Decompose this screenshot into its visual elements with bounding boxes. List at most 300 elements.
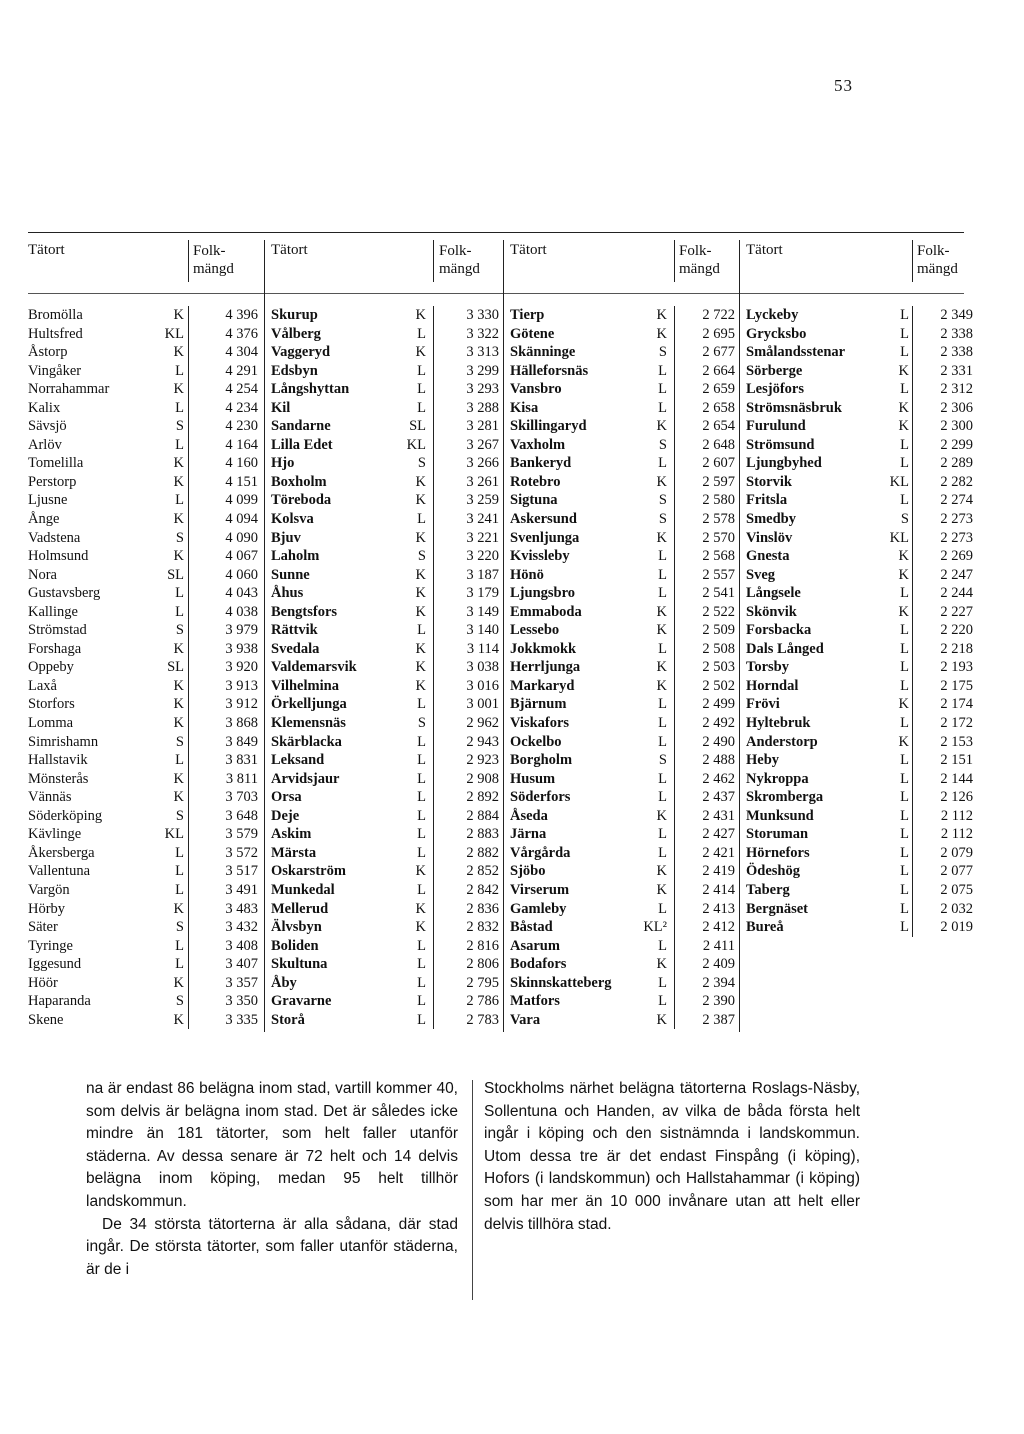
municipality-code: L [417,826,426,843]
row-separator [188,677,189,696]
tatort-name: Emmaboda [510,603,582,620]
table-row [265,362,504,381]
table-row [28,900,264,919]
population: 2 923 [466,752,499,769]
tatort-name: Jokkmokk [510,640,577,657]
table-row [28,621,264,640]
table-row [265,955,504,974]
municipality-code: L [417,381,426,398]
table-row [28,362,264,381]
population: 2 786 [466,993,499,1010]
tatort-name: Vara [510,1011,541,1028]
table-row [265,733,504,752]
table-row [504,584,740,603]
table-row [504,529,740,548]
municipality-code: L [658,826,667,843]
tatort-name: Svenljunga [510,529,580,546]
table-row [740,695,976,714]
population: 2 151 [940,752,973,769]
table-row [265,844,504,863]
table-row [28,751,264,770]
table-row [265,399,504,418]
population: 4 060 [225,566,258,583]
table-row [265,825,504,844]
row-separator [188,658,189,677]
population: 2 852 [466,863,499,880]
row-separator [433,862,434,881]
tatort-name: Ockelbo [510,733,562,750]
row-separator [433,658,434,677]
population: 2 387 [702,1011,735,1028]
table-row [740,788,976,807]
municipality-code: S [658,511,667,528]
municipality-code: K [173,677,184,694]
population: 3 357 [225,974,258,991]
population: 2 806 [466,956,499,973]
row-separator [433,529,434,548]
tatort-name: Sunne [271,566,310,583]
tatort-name: Markaryd [510,677,575,694]
row-separator [912,306,913,325]
row-separator [912,788,913,807]
row-separator [433,1011,434,1030]
row-separator [433,714,434,733]
tatort-name: Storå [271,1011,305,1028]
municipality-code: L [658,974,667,991]
municipality-code: K [656,659,667,676]
population: 3 330 [466,307,499,323]
population: 2 247 [940,566,973,583]
table-row [504,955,740,974]
municipality-code: L [900,622,909,639]
municipality-code: L [658,566,667,583]
municipality-code: K [173,696,184,713]
tatort-name: Oskarström [271,863,346,880]
table-row [28,974,264,993]
population: 2 816 [466,937,499,954]
row-separator [912,862,913,881]
tatort-name: Skene [28,1011,64,1028]
tatort-name: Rättvik [271,622,318,639]
row-separator [433,621,434,640]
row-separator [674,325,675,344]
table-row [504,881,740,900]
table-row [265,454,504,473]
tatort-name: Vinslöv [746,529,793,546]
municipality-code: L [900,881,909,898]
municipality-code: KL [889,473,909,490]
municipality-code: L [658,733,667,750]
row-separator [912,343,913,362]
table-row [265,714,504,733]
tatort-name: Husum [510,770,556,787]
municipality-code: L [658,585,667,602]
population: 3 579 [225,826,258,843]
population: 2 331 [940,362,973,379]
population: 2 884 [466,807,499,824]
tatort-name: Matfors [510,993,560,1010]
municipality-code: L [900,826,909,843]
population: 2 077 [940,863,973,880]
population: 2 492 [702,715,735,732]
tatort-name: Nykroppa [746,770,809,787]
table-row [28,844,264,863]
population: 3 281 [466,418,499,435]
municipality-code: S [417,715,426,732]
rows-1 [28,306,264,1029]
municipality-code: K [415,585,426,602]
row-separator [188,937,189,956]
population: 4 234 [225,399,258,416]
population: 2 338 [940,325,973,342]
municipality-code: K [656,307,667,323]
municipality-code: L [658,696,667,713]
tatort-name: Ljungbyhed [746,455,822,472]
table-row [504,807,740,826]
table-row [265,900,504,919]
table-row [740,862,976,881]
row-separator [188,325,189,344]
row-separator [188,900,189,919]
municipality-code: L [417,399,426,416]
tatort-name: Båstad [510,919,553,936]
tatort-name: Askim [271,826,312,843]
municipality-code: L [175,362,184,379]
row-separator [433,844,434,863]
col-header-folk [679,242,720,278]
tatort-name: Anderstorp [746,733,818,750]
tatort-name: Hallstavik [28,752,88,769]
row-separator [912,529,913,548]
tatort-name: Klemensnäs [271,715,346,732]
municipality-code: K [173,1011,184,1028]
municipality-code: L [175,956,184,973]
row-separator [188,584,189,603]
municipality-code: K [898,566,909,583]
municipality-code: KL [889,529,909,546]
row-separator [912,695,913,714]
population: 2 227 [940,603,973,620]
population: 4 230 [225,418,258,435]
population: 3 140 [466,622,499,639]
row-separator [188,881,189,900]
tatort-name: Askersund [510,511,577,528]
row-separator [912,603,913,622]
table-row [504,306,740,325]
table-row [504,844,740,863]
tatort-name: Skärblacka [271,733,342,750]
table-row [504,547,740,566]
row-separator [433,788,434,807]
table-row [740,621,976,640]
table-row [265,751,504,770]
table-row [740,825,976,844]
table-row [28,399,264,418]
table-row [504,918,740,937]
tatort-name: Kisa [510,399,539,416]
table-row [740,844,976,863]
table-row [28,436,264,455]
population: 2 503 [702,659,735,676]
population: 2 220 [940,622,973,639]
tatort-name: Vilhelmina [271,677,339,694]
population: 2 578 [702,511,735,528]
municipality-code: K [415,603,426,620]
municipality-code: K [898,603,909,620]
table-row [740,473,976,492]
row-separator [912,436,913,455]
tatort-name: Märsta [271,844,317,861]
population: 3 912 [225,696,258,713]
population: 2 607 [702,455,735,472]
population: 2 437 [702,789,735,806]
tatort-name: Oppeby [28,659,74,676]
row-separator [433,677,434,696]
municipality-code: K [173,455,184,472]
municipality-code: K [415,566,426,583]
tatort-name: Sveg [746,566,775,583]
table-row [28,603,264,622]
population: 2 244 [940,585,973,602]
table-row [740,714,976,733]
tatort-name: Munkedal [271,881,335,898]
table-row [28,937,264,956]
population: 2 300 [940,418,973,435]
population: 3 293 [466,381,499,398]
population: 2 490 [702,733,735,750]
population: 3 491 [225,881,258,898]
tatort-name: Gnesta [746,548,790,565]
table-row [28,510,264,529]
table-row [740,640,976,659]
tatort-name: Leksand [271,752,325,769]
tatort-name: Vargön [28,881,70,898]
table-row [504,510,740,529]
municipality-code: L [900,919,909,936]
municipality-code: L [175,844,184,861]
municipality-code: K [415,900,426,917]
population: 2 144 [940,770,973,787]
row-separator [912,733,913,752]
population: 2 509 [702,622,735,639]
municipality-code: K [173,974,184,991]
table-row [28,807,264,826]
tatort-name: Hjo [271,455,295,472]
population: 4 099 [225,492,258,509]
row-separator [433,417,434,436]
table-row [740,343,976,362]
municipality-code: L [900,677,909,694]
tatort-name: Kolsva [271,511,314,528]
col-header-sep [188,240,189,282]
population: 4 043 [225,585,258,602]
population: 3 517 [225,863,258,880]
table-row [504,992,740,1011]
table-block-1 [28,240,264,1032]
row-separator [674,454,675,473]
municipality-code: K [898,696,909,713]
row-separator [433,807,434,826]
row-separator [912,566,913,585]
table-row [265,1011,504,1030]
tatort-name: Valdemarsvik [271,659,357,676]
population: 2 414 [702,881,735,898]
row-separator [188,788,189,807]
municipality-code: K [415,344,426,361]
table-row [740,547,976,566]
municipality-code: L [417,1011,426,1028]
tatort-name: Töreboda [271,492,332,509]
municipality-code: L [417,362,426,379]
population: 3 114 [466,640,499,657]
population: 4 160 [225,455,258,472]
tatort-name: Storvik [746,473,792,490]
table-row [740,751,976,770]
municipality-code: L [658,715,667,732]
tatort-name: Åstorp [28,344,68,361]
row-separator [674,510,675,529]
population: 2 462 [702,770,735,787]
municipality-code: K [173,715,184,732]
table-row [740,454,976,473]
col-header-folk-line2: mängd [439,261,480,277]
table-row [504,751,740,770]
row-separator [674,362,675,381]
tatort-name: Grycksbo [746,325,807,342]
row-separator [188,992,189,1011]
row-separator [912,640,913,659]
table-row [740,436,976,455]
municipality-code: K [656,807,667,824]
row-separator [912,807,913,826]
table-row [28,770,264,789]
tatort-name: Hönö [510,566,544,583]
table-row [28,454,264,473]
row-separator [912,677,913,696]
municipality-code: L [175,881,184,898]
population: 2 427 [702,826,735,843]
tatort-name: Kvissleby [510,548,570,565]
municipality-code: L [658,844,667,861]
table-row [740,900,976,919]
municipality-code: S [900,511,909,528]
population: 4 067 [225,548,258,565]
tatort-name: Laholm [271,548,320,565]
row-separator [912,825,913,844]
population: 2 349 [940,307,973,323]
municipality-code: K [173,344,184,361]
municipality-code: K [656,1011,667,1028]
table-row [504,473,740,492]
row-separator [674,603,675,622]
municipality-code: SL [167,659,184,676]
tatort-name: Nora [28,566,57,583]
row-separator [433,380,434,399]
row-separator [433,510,434,529]
population: 2 273 [940,529,973,546]
tatort-name: Storuman [746,826,809,843]
table-row [740,881,976,900]
row-separator [188,380,189,399]
population: 4 151 [225,473,258,490]
population: 2 312 [940,381,973,398]
tatort-name: Ånge [28,511,60,528]
population: 3 016 [466,677,499,694]
municipality-code: L [417,696,426,713]
row-separator [188,343,189,362]
tatort-name: Bureå [746,919,784,936]
municipality-code: S [658,344,667,361]
row-separator [674,807,675,826]
municipality-code: K [898,362,909,379]
population: 3 938 [225,640,258,657]
population: 2 299 [940,436,973,453]
column-divider [472,1080,473,1300]
municipality-code: L [900,455,909,472]
tatort-name: Söderköping [28,807,103,824]
municipality-code: L [900,844,909,861]
row-separator [674,473,675,492]
table-row [504,491,740,510]
tatort-name: Holmsund [28,548,89,565]
paragraph: Stockholms närhet belägna tätorterna Roslags-Näsby, Sollentuna och Handen, av vilka de båda första helt ingår i köping och den sistnämnda i landskommun. Utom dessa tre är det endast Finspång (i köping), Hofors (i landskommun) och Hallstahammar (i köping) som har mer än 10 000 invånare utan att helt eller delvis tillhöra stad. [484,1080,860,1233]
tatort-name: Rotebro [510,473,561,490]
tatort-name: Vadstena [28,529,81,546]
tatort-name: Torsby [746,659,789,676]
tatort-name: Hyltebruk [746,715,811,732]
row-separator [674,658,675,677]
population: 3 001 [466,696,499,713]
table-row [265,695,504,714]
row-separator [188,417,189,436]
row-separator [912,547,913,566]
municipality-code: L [658,993,667,1010]
tatort-name: Skinnskatteberg [510,974,612,991]
table-row [265,937,504,956]
tatort-name: Tierp [510,307,545,323]
municipality-code: L [175,492,184,509]
row-separator [912,751,913,770]
tatort-name: Höör [28,974,58,991]
table-row [28,640,264,659]
row-separator [912,844,913,863]
table-row [265,621,504,640]
table-row [504,1011,740,1030]
population: 3 149 [466,603,499,620]
row-separator [433,825,434,844]
table-row [504,325,740,344]
population: 3 322 [466,325,499,342]
population: 2 274 [940,492,973,509]
table-block-2 [264,240,504,1032]
tatort-name: Munksund [746,807,814,824]
municipality-code: L [900,659,909,676]
col-header-folk-line2: mängd [679,261,720,277]
municipality-code: K [656,529,667,546]
population: 4 376 [225,325,258,342]
population: 2 075 [940,881,973,898]
row-separator [674,621,675,640]
municipality-code: K [415,640,426,657]
row-separator [433,770,434,789]
row-separator [433,566,434,585]
tatort-name: Storfors [28,696,75,713]
population: 4 304 [225,344,258,361]
table-row [265,770,504,789]
table-row [504,677,740,696]
population: 4 164 [225,436,258,453]
municipality-code: S [175,919,184,936]
